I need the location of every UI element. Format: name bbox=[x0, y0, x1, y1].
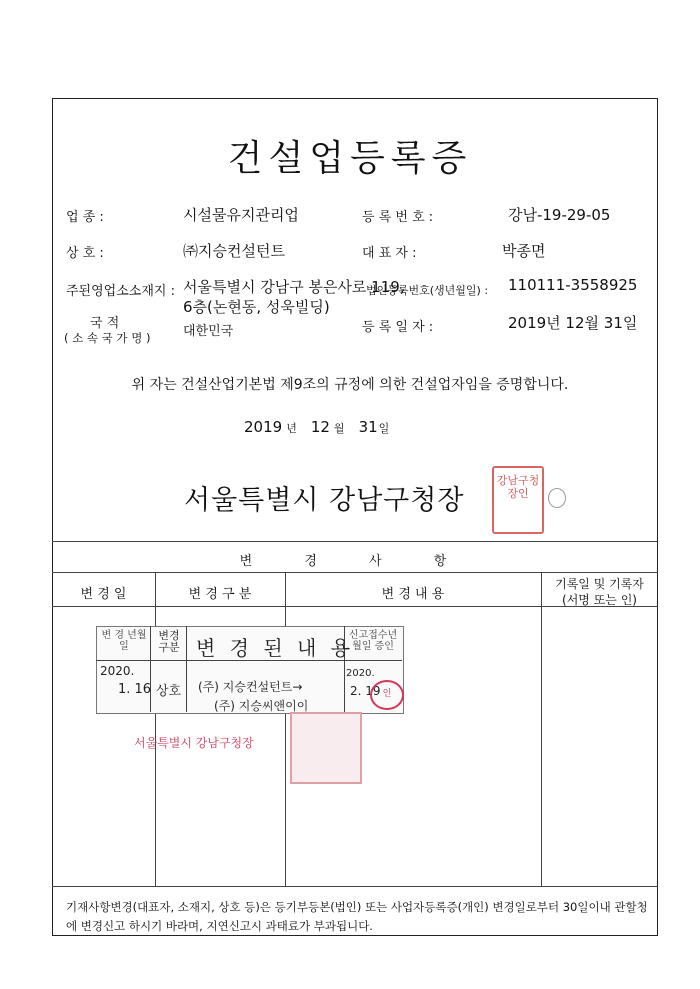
entry-date: 1. 16 bbox=[118, 682, 152, 697]
entry-to: (주) 지승씨앤이이 bbox=[214, 699, 309, 713]
official-seal: 강남구청장인 bbox=[492, 466, 544, 534]
entry-record-date: 2. 19 bbox=[350, 684, 381, 698]
table-top-line bbox=[52, 541, 658, 542]
issue-month: 12 bbox=[310, 418, 330, 436]
reg-no-value: 강남-19-29-05 bbox=[508, 206, 611, 224]
business-type-value: 시설물유지관리업 bbox=[183, 206, 299, 224]
corp-no-value: 110111-3558925 bbox=[508, 276, 638, 294]
col-record-subheader: (서명 또는 인) bbox=[562, 593, 637, 607]
heading-line bbox=[52, 572, 658, 573]
notice-text: 기재사항변경(대표자, 소재지, 상호 등)은 등기부등본(법인) 또는 사업자등록증(개인) 변경일로부터 30일이내 관할청에 변경신고 하시기 바라며, 지연신고시 과태료가 부과됩니다. bbox=[66, 900, 648, 933]
company-value: ㈜지승컨설턴트 bbox=[183, 242, 285, 260]
col-date-header: 변 경 일 bbox=[80, 587, 127, 602]
stamp-col1-label: 변 경 년월일 bbox=[101, 630, 147, 652]
issue-day: 31 bbox=[358, 418, 378, 436]
address-label: 주된영업소소재지 : bbox=[66, 284, 175, 299]
col-content-header: 변 경 내 용 bbox=[381, 587, 445, 602]
table-bottom-line bbox=[52, 886, 658, 887]
issuer-stamp-text: 서울특별시 강남구청장 bbox=[134, 736, 254, 750]
entry-year: 2020. bbox=[100, 664, 135, 678]
nationality-label: 국 적 bbox=[90, 316, 120, 331]
ceo-label: 대 표 자 : bbox=[362, 246, 417, 261]
stamp-col2-label: 변경 구분 bbox=[158, 629, 180, 654]
seal-mark-icon bbox=[548, 488, 566, 508]
issuer-name: 서울특별시 강남구청장 bbox=[184, 485, 465, 516]
reg-date-label: 등 록 일 자 : bbox=[362, 320, 434, 335]
col-divider-1 bbox=[155, 572, 156, 886]
corp-no-label: 법인등록번호(생년월일) : bbox=[366, 284, 489, 297]
nationality-sub-label: ( 소 속 국 가 명 ) bbox=[64, 331, 151, 345]
col-divider-2 bbox=[285, 572, 286, 886]
certification-statement: 위 자는 건설산업기본법 제9조의 규정에 의한 건설업자임을 증명합니다. bbox=[131, 377, 569, 393]
issue-date: 2019 년 12 월 31일 bbox=[244, 418, 390, 436]
approver-seal: 인 bbox=[370, 680, 404, 710]
issue-year: 2019 bbox=[244, 418, 283, 436]
entry-record-year: 2020. bbox=[346, 668, 375, 679]
reg-no-label: 등 록 번 호 : bbox=[362, 210, 434, 225]
col-record-header: 기록일 및 기록자 bbox=[555, 577, 644, 591]
stamp-col4-label: 신고접수년 월일 증인 bbox=[348, 630, 398, 652]
col-divider-3 bbox=[541, 572, 542, 886]
address-line2: 6층(논현동, 성욱빌딩) bbox=[183, 298, 330, 316]
entry-type: 상호 bbox=[156, 684, 182, 699]
company-label: 상 호 : bbox=[66, 246, 104, 261]
stamp-col3-label: 변 경 된 내 용 bbox=[196, 636, 355, 660]
nationality-value: 대한민국 bbox=[183, 324, 234, 339]
entry-from: (주) 지승컨설턴트→ bbox=[198, 680, 303, 694]
col-type-header: 변 경 구 분 bbox=[188, 587, 252, 602]
reg-date-value: 2019년 12월 31일 bbox=[508, 314, 638, 332]
changes-heading: 변 경 사 항 bbox=[239, 554, 471, 569]
business-type-label: 업 종 : bbox=[66, 210, 104, 225]
document-title: 건설업등록증 bbox=[227, 138, 473, 179]
ceo-value: 박종면 bbox=[502, 242, 546, 260]
issuer-stamp-seal bbox=[290, 712, 362, 784]
address-line1: 서울특별시 강남구 봉은사로 119, bbox=[183, 278, 405, 296]
